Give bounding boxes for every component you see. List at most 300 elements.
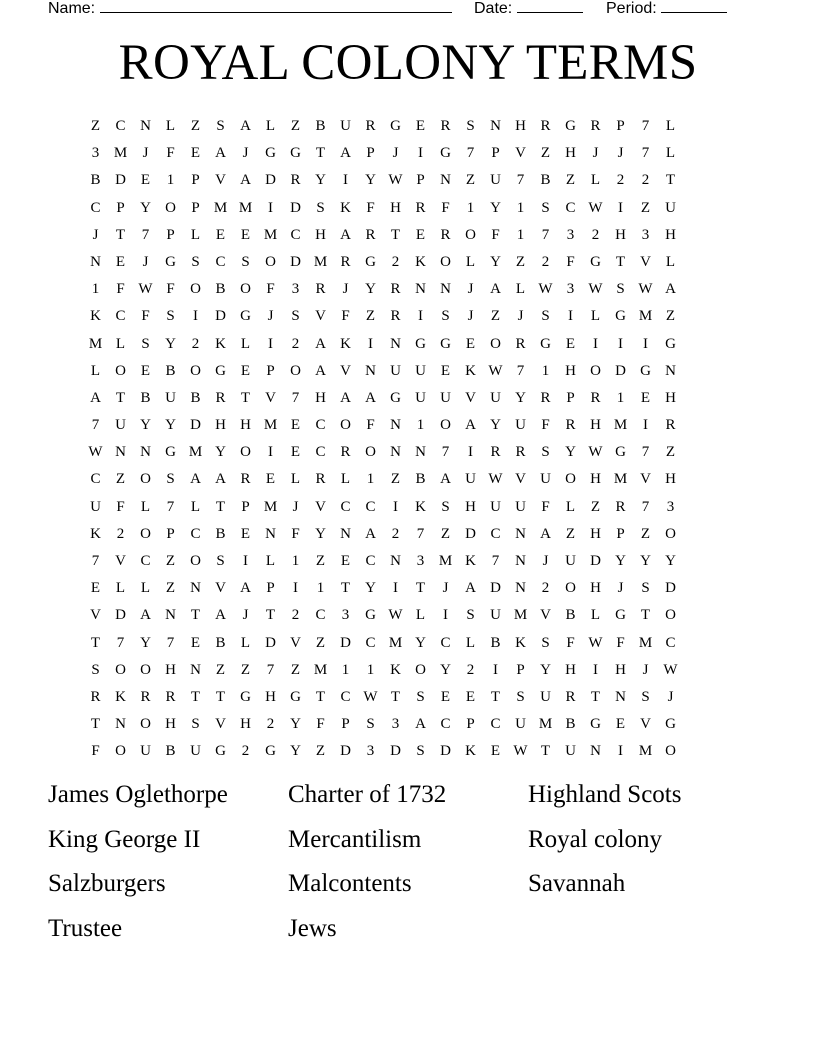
grid-letter: A [140,607,151,624]
grid-letter: I [243,553,248,569]
grid-letter: 2 [116,525,125,542]
grid-letter: D [115,172,126,189]
word-bank-item: Savannah [528,870,626,897]
grid-letter: Y [615,553,626,569]
grid-letter: L [190,226,201,243]
grid-letter: M [513,607,528,624]
grid-letter: I [468,444,473,461]
date-field[interactable] [474,0,583,18]
grid-letter: P [191,172,200,189]
grid-letter: 1 [516,226,525,243]
grid-letter: O [415,661,426,678]
grid-letter: 1 [516,199,525,216]
grid-letter: T [590,688,601,705]
grid-letter: G [165,253,176,270]
grid-letter: S [441,308,450,325]
grid-letter: J [392,145,399,162]
grid-letter: K [515,634,526,651]
grid-letter: U [165,389,176,406]
grid-letter: 7 [291,389,300,406]
grid-letter: 2 [541,253,550,270]
grid-letter: E [190,145,201,162]
grid-letter: D [440,743,451,760]
word-bank-item: James Oglethorpe [48,781,228,808]
grid-letter: K [390,661,401,678]
grid-letter: G [290,688,301,705]
grid-letter: D [190,417,201,434]
grid-letter: S [366,716,375,733]
grid-letter: Z [290,661,301,678]
grid-row [83,140,733,167]
grid-letter: W [538,281,553,298]
grid-letter: G [165,444,176,461]
grid-letter: G [665,716,676,733]
grid-letter: O [590,362,601,379]
grid-letter: A [215,607,226,624]
grid-letter: A [240,118,251,134]
grid-letter: G [415,335,426,352]
grid-letter: T [540,743,551,760]
grid-letter: N [115,716,126,733]
grid-letter: D [215,308,226,325]
grid-letter: A [215,471,226,488]
grid-letter: M [263,498,278,515]
grid-letter: O [140,661,151,678]
grid-letter: W [638,281,653,298]
grid-letter: F [316,716,325,733]
grid-letter: A [540,525,551,542]
grid-letter: O [665,607,676,624]
grid-letter: Y [365,172,376,189]
grid-letter: D [115,607,126,624]
grid-letter: M [388,634,403,651]
grid-row [83,494,733,521]
grid-letter: O [565,580,576,597]
grid-letter: C [665,634,676,651]
grid-letter: O [490,335,501,352]
grid-letter: A [340,145,351,162]
grid-letter: S [416,688,425,705]
grid-letter: O [190,362,201,379]
grid-letter: J [517,308,524,325]
grid-letter: W [513,743,528,760]
grid-letter: B [565,716,576,733]
grid-letter: A [340,389,351,406]
grid-letter: O [665,525,676,542]
grid-letter: Y [440,661,451,678]
grid-row [83,195,733,222]
name-field[interactable] [48,0,452,18]
grid-letter: O [665,743,676,760]
grid-letter: Z [540,145,551,162]
grid-letter: F [366,417,375,434]
grid-letter: J [342,281,349,298]
grid-letter: Y [140,417,151,434]
grid-letter: E [140,172,151,189]
grid-letter: P [266,362,275,379]
grid-letter: V [315,308,326,325]
grid-letter: A [215,145,226,162]
grid-row [83,548,733,575]
grid-letter: 2 [616,172,625,189]
page-title: ROYAL COLONY TERMS [118,35,698,91]
grid-letter: R [165,688,176,705]
grid-letter: B [490,634,501,651]
grid-letter: A [440,471,451,488]
grid-letter: C [315,607,326,624]
grid-letter: O [265,253,276,270]
grid-letter: A [465,417,476,434]
grid-letter: V [640,471,651,488]
grid-letter: C [340,498,351,515]
grid-letter: V [515,145,526,162]
grid-letter: Z [565,525,576,542]
word-bank-item: Mercantilism [288,825,422,853]
grid-letter: F [341,308,350,325]
grid-letter: U [665,199,676,216]
grid-row [83,331,733,358]
grid-letter: C [365,634,376,651]
grid-row [83,358,733,385]
grid-letter: M [538,716,553,733]
grid-letter: R [365,226,376,243]
grid-letter: S [541,444,550,461]
grid-letter: J [142,253,149,270]
grid-letter: Z [665,444,676,461]
grid-letter: Y [165,417,176,434]
grid-letter: C [490,716,501,733]
grid-letter: R [215,389,226,406]
grid-letter: R [340,253,351,270]
period-field[interactable] [606,0,727,18]
grid-letter: E [90,580,101,597]
grid-letter: 7 [441,444,450,461]
grid-letter: Y [140,634,151,651]
grid-letter: D [590,553,601,569]
grid-letter: S [516,688,525,705]
grid-letter: A [665,281,676,298]
grid-letter: J [442,580,449,597]
grid-letter: Z [390,471,401,488]
grid-letter: T [390,688,401,705]
grid-letter: L [115,335,126,352]
grid-letter: L [240,634,251,651]
grid-row [83,657,733,684]
grid-letter: D [390,743,401,760]
grid-letter: A [340,226,351,243]
grid-letter: F [166,145,175,162]
grid-letter: D [615,362,626,379]
grid-letter: 3 [416,553,425,569]
grid-letter: Y [490,253,501,270]
grid-letter: V [640,253,651,270]
grid-letter: U [490,607,501,624]
grid-letter: 3 [391,716,400,733]
grid-letter: G [240,688,251,705]
grid-letter: 7 [466,145,475,162]
grid-letter: 1 [366,661,375,678]
word-bank-item: Highland Scots [528,781,682,808]
grid-letter: W [663,661,678,678]
grid-letter: L [665,118,676,134]
grid-letter: G [240,308,251,325]
grid-letter: R [515,335,526,352]
grid-letter: T [115,226,126,243]
grid-letter: N [440,281,451,298]
grid-letter: P [616,118,625,134]
grid-letter: 7 [491,553,500,569]
grid-letter: D [265,172,276,189]
grid-letter: T [315,688,326,705]
grid-letter: R [365,118,376,134]
grid-letter: S [466,118,475,134]
grid-letter: I [268,444,273,461]
date-blank-line[interactable] [517,0,583,13]
grid-letter: W [388,607,403,624]
grid-letter: J [142,145,149,162]
grid-letter: L [265,118,276,134]
grid-letter: 7 [641,145,650,162]
grid-letter: B [565,607,576,624]
grid-letter: L [415,607,426,624]
grid-letter: T [190,607,201,624]
grid-letter: P [566,389,575,406]
period-blank-line[interactable] [661,0,727,13]
grid-letter: 7 [516,172,525,189]
grid-letter: H [615,226,626,243]
grid-letter: 1 [291,553,300,569]
grid-letter: U [90,498,101,515]
grid-letter: H [590,471,601,488]
grid-letter: M [313,661,328,678]
grid-letter: U [515,716,526,733]
grid-letter: R [315,281,326,298]
grid-letter: 7 [541,226,550,243]
grid-letter: T [115,389,126,406]
grid-letter: J [267,308,274,325]
grid-letter: E [490,743,501,760]
grid-letter: B [315,118,326,134]
grid-letter: P [266,580,275,597]
grid-letter: F [366,199,375,216]
grid-letter: B [165,362,176,379]
grid-letter: 7 [641,498,650,515]
grid-letter: V [315,498,326,515]
grid-letter: A [490,281,501,298]
grid-letter: F [166,281,175,298]
grid-letter: S [441,498,450,515]
grid-letter: C [440,716,451,733]
grid-letter: T [215,688,226,705]
grid-letter: Y [515,389,526,406]
grid-letter: E [440,688,451,705]
grid-letter: E [140,362,151,379]
grid-letter: A [465,580,476,597]
grid-letter: N [340,525,351,542]
grid-letter: E [565,335,576,352]
grid-letter: Y [290,716,301,733]
grid-letter: D [340,743,351,760]
grid-letter: M [613,417,628,434]
grid-letter: Z [440,525,451,542]
grid-letter: I [643,335,648,352]
grid-letter: H [590,525,601,542]
grid-letter: W [488,362,503,379]
grid-letter: Z [640,199,651,216]
grid-letter: 3 [341,607,350,624]
grid-letter: F [141,308,150,325]
grid-letter: Z [640,525,651,542]
grid-letter: M [263,226,278,243]
grid-letter: G [590,253,601,270]
grid-letter: G [440,145,451,162]
grid-letter: G [390,118,401,134]
grid-letter: P [166,226,175,243]
grid-letter: L [590,308,601,325]
grid-letter: E [115,253,126,270]
grid-letter: A [365,389,376,406]
grid-letter: N [390,335,401,352]
grid-letter: F [266,281,275,298]
grid-letter: Y [140,199,151,216]
grid-letter: H [565,362,576,379]
grid-letter: G [665,335,676,352]
grid-letter: K [215,335,226,352]
grid-letter: J [292,498,299,515]
grid-letter: 1 [416,417,425,434]
grid-letter: I [618,199,623,216]
grid-letter: U [515,417,526,434]
grid-letter: G [590,716,601,733]
grid-letter: U [440,389,451,406]
grid-letter: Z [290,118,301,134]
grid-letter: Z [240,661,251,678]
grid-letter: A [240,172,251,189]
grid-letter: H [590,580,601,597]
grid-letter: H [565,661,576,678]
grid-letter: 1 [341,661,350,678]
grid-letter: C [315,444,326,461]
grid-letter: N [190,661,201,678]
grid-letter: V [540,607,551,624]
grid-letter: P [466,716,475,733]
grid-letter: F [566,634,575,651]
grid-letter: Z [465,172,476,189]
grid-letter: N [515,553,526,569]
grid-letter: V [340,362,351,379]
grid-letter: P [341,716,350,733]
grid-letter: O [340,417,351,434]
grid-letter: V [290,634,301,651]
grid-letter: R [515,444,526,461]
grid-letter: O [240,444,251,461]
grid-letter: U [465,471,476,488]
grid-letter: P [516,661,525,678]
grid-letter: T [265,607,276,624]
grid-letter: H [665,389,676,406]
grid-letter: Y [365,281,376,298]
grid-letter: A [90,389,101,406]
grid-letter: 2 [291,335,300,352]
grid-letter: 3 [91,145,100,162]
grid-letter: 2 [266,716,275,733]
grid-letter: N [90,253,101,270]
grid-letter: V [465,389,476,406]
grid-letter: O [365,444,376,461]
grid-letter: Y [490,199,501,216]
grid-letter: 7 [266,661,275,678]
grid-letter: J [592,145,599,162]
grid-letter: Z [315,634,326,651]
grid-letter: O [190,281,201,298]
grid-letter: S [466,607,475,624]
grid-letter: N [515,525,526,542]
grid-letter: P [116,199,125,216]
grid-letter: L [665,145,676,162]
grid-letter: O [465,226,476,243]
grid-letter: 7 [416,525,425,542]
grid-letter: G [390,389,401,406]
grid-letter: 3 [666,498,675,515]
grid-letter: K [340,335,351,352]
grid-letter: W [488,471,503,488]
grid-letter: E [640,389,651,406]
name-label: Name: [48,0,96,17]
grid-letter: H [240,417,251,434]
grid-letter: G [215,743,226,760]
grid-letter: G [265,145,276,162]
grid-letter: R [565,688,576,705]
grid-letter: Y [315,525,326,542]
grid-letter: P [366,145,375,162]
grid-letter: Z [565,172,576,189]
grid-letter: E [415,226,426,243]
grid-letter: E [415,118,426,134]
grid-row [83,439,733,466]
grid-letter: I [593,335,598,352]
grid-letter: R [540,118,551,134]
grid-letter: O [165,199,176,216]
grid-letter: U [515,498,526,515]
grid-letter: Z [315,553,326,569]
grid-row [83,684,733,711]
grid-letter: Y [665,553,676,569]
grid-letter: G [615,607,626,624]
grid-letter: N [365,362,376,379]
grid-letter: 3 [641,226,650,243]
grid-letter: C [190,525,201,542]
grid-letter: V [215,716,226,733]
grid-letter: R [140,688,151,705]
grid-letter: Y [215,444,226,461]
grid-letter: R [665,417,676,434]
grid-letter: Y [640,553,651,569]
name-blank-line[interactable] [100,0,452,13]
grid-letter: S [541,634,550,651]
grid-letter: Y [290,743,301,760]
grid-letter: I [393,580,398,597]
grid-letter: P [491,145,500,162]
grid-letter: Z [165,553,176,569]
grid-letter: H [615,661,626,678]
grid-letter: J [467,308,474,325]
grid-letter: S [166,308,175,325]
grid-letter: G [615,444,626,461]
grid-letter: V [115,553,126,569]
grid-letter: M [213,199,228,216]
grid-letter: L [290,471,301,488]
grid-letter: K [465,553,476,569]
